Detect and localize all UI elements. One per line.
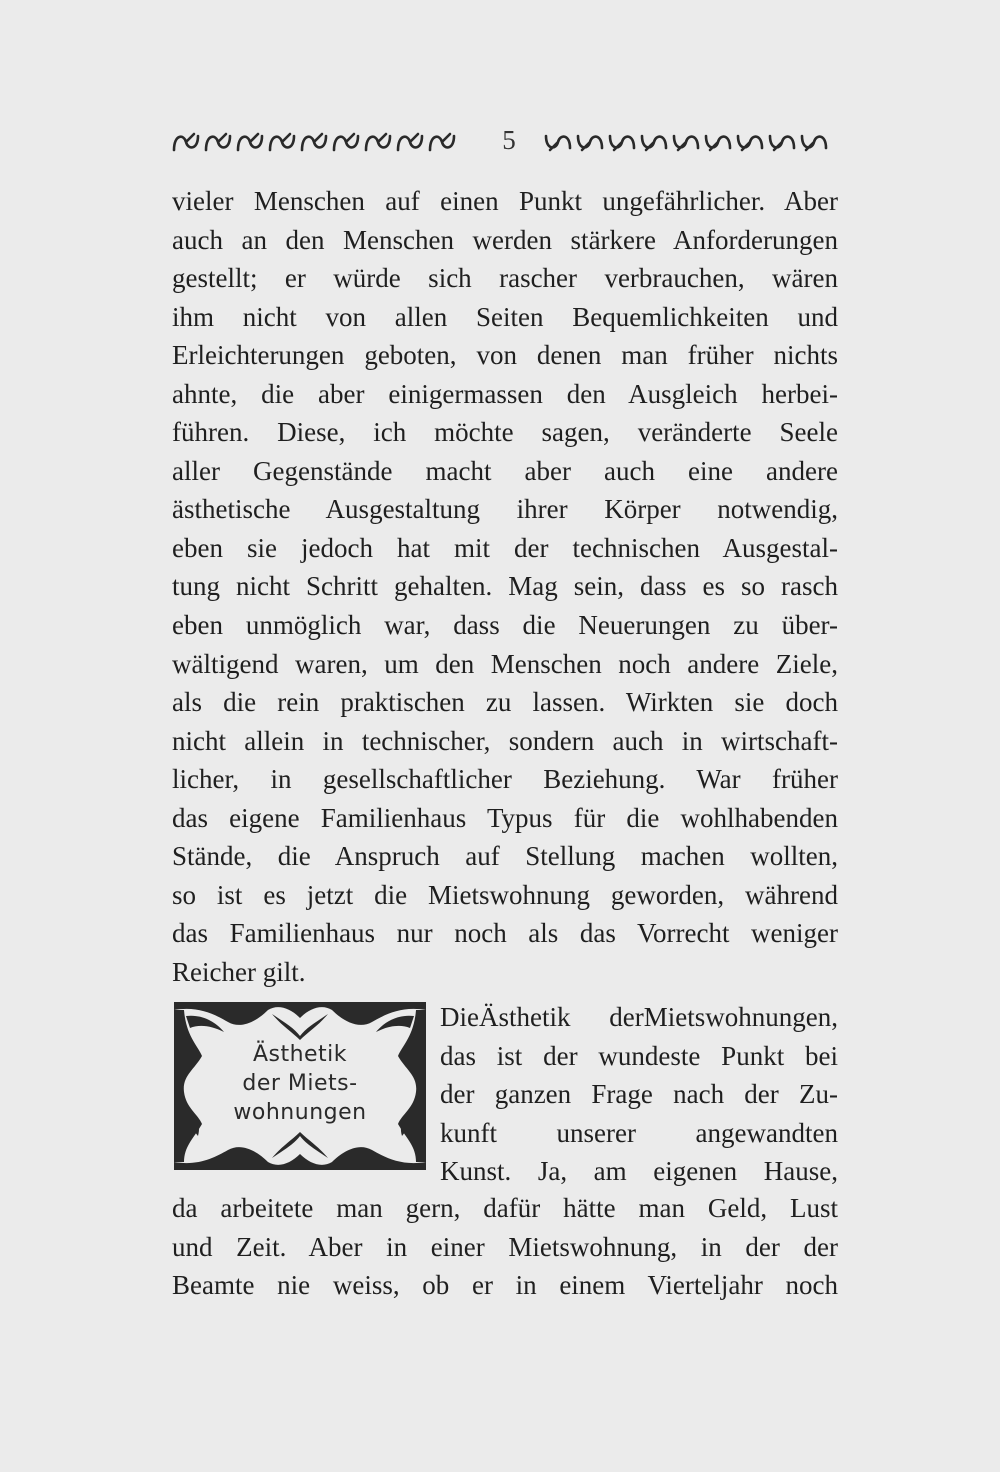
right-header-ornament: [542, 130, 838, 154]
left-header-ornament: [172, 130, 462, 154]
text-line: und Zeit. Aber in einer Mietswohnung, in der der: [172, 1231, 838, 1262]
paragraph-beside-sidenote: [440, 998, 838, 1191]
text-line: gestellt; er würde sich rascher verbrauchen, wären: [172, 263, 838, 294]
text-line: Kunst. Ja, am eigenen Hause,: [440, 1156, 838, 1187]
text-line: führen. Diese, ich möchte sagen, veränderte Seele: [172, 417, 838, 448]
text-line: ihm nicht von allen Seiten Bequemlichkeiten und: [172, 301, 838, 332]
text-line: aller Gegenstände macht aber auch eine andere: [172, 455, 838, 486]
text-line: tung nicht Schritt gehalten. Mag sein, dass es so rasch: [172, 571, 838, 602]
text-line: kunft unserer angewandten: [440, 1117, 838, 1148]
text-line: licher, in gesellschaftlicher Beziehung. War früher: [172, 764, 838, 795]
text-line: eben unmöglich war, dass die Neuerungen zu über-: [172, 610, 838, 641]
text-line: so ist es jetzt die Mietswohnung geworden, während: [172, 879, 838, 910]
main-paragraph: [172, 182, 838, 991]
text-line: auch an den Menschen werden stärkere Anforderungen: [172, 224, 838, 255]
paragraph-continuation: [172, 1189, 838, 1305]
text-line: vieler Menschen auf einen Punkt ungefährlicher. Aber: [172, 186, 838, 216]
text-line: da arbeitete man gern, dafür hätte man Geld, Lust: [172, 1193, 838, 1223]
sidenote-line: der Miets-: [242, 1071, 358, 1096]
text-line: ahnte, die aber einigermassen den Ausgleich herbei-: [172, 378, 838, 409]
text-line: das eigene Familienhaus Typus für die wohlhabenden: [172, 802, 838, 833]
text-line: das ist der wundeste Punkt bei: [440, 1040, 838, 1071]
text-line: Reicher gilt.: [172, 956, 306, 987]
text-line: das Familienhaus nur noch als das Vorrecht weniger: [172, 918, 838, 949]
page-number: 5: [502, 125, 516, 155]
sidenote-line: wohnungen: [233, 1100, 367, 1125]
text-line: Stände, die Anspruch auf Stellung machen wollten,: [172, 841, 838, 872]
text-line: als die rein praktischen zu lassen. Wirkten sie doch: [172, 687, 838, 718]
text-line: DieÄsthetik derMietswohnungen,: [440, 1002, 838, 1032]
sidenote-box: [172, 996, 428, 1176]
text-line: Erleichterungen geboten, von denen man früher nichts: [172, 340, 838, 371]
sidenote-line: Ästhetik: [252, 1042, 348, 1067]
text-line: ästhetische Ausgestaltung ihrer Körper notwendig,: [172, 494, 838, 525]
text-line: nicht allein in technischer, sondern auch in wirtschaft-: [172, 725, 838, 756]
text-line: der ganzen Frage nach der Zu-: [440, 1079, 838, 1110]
text-line: Beamte nie weiss, ob er in einem Vierteljahr noch: [172, 1270, 838, 1301]
text-line: wältigend waren, um den Menschen noch andere Ziele,: [172, 648, 838, 679]
text-line: eben sie jedoch hat mit der technischen Ausgestal-: [172, 532, 838, 563]
sidenote-heading: [172, 1040, 428, 1127]
